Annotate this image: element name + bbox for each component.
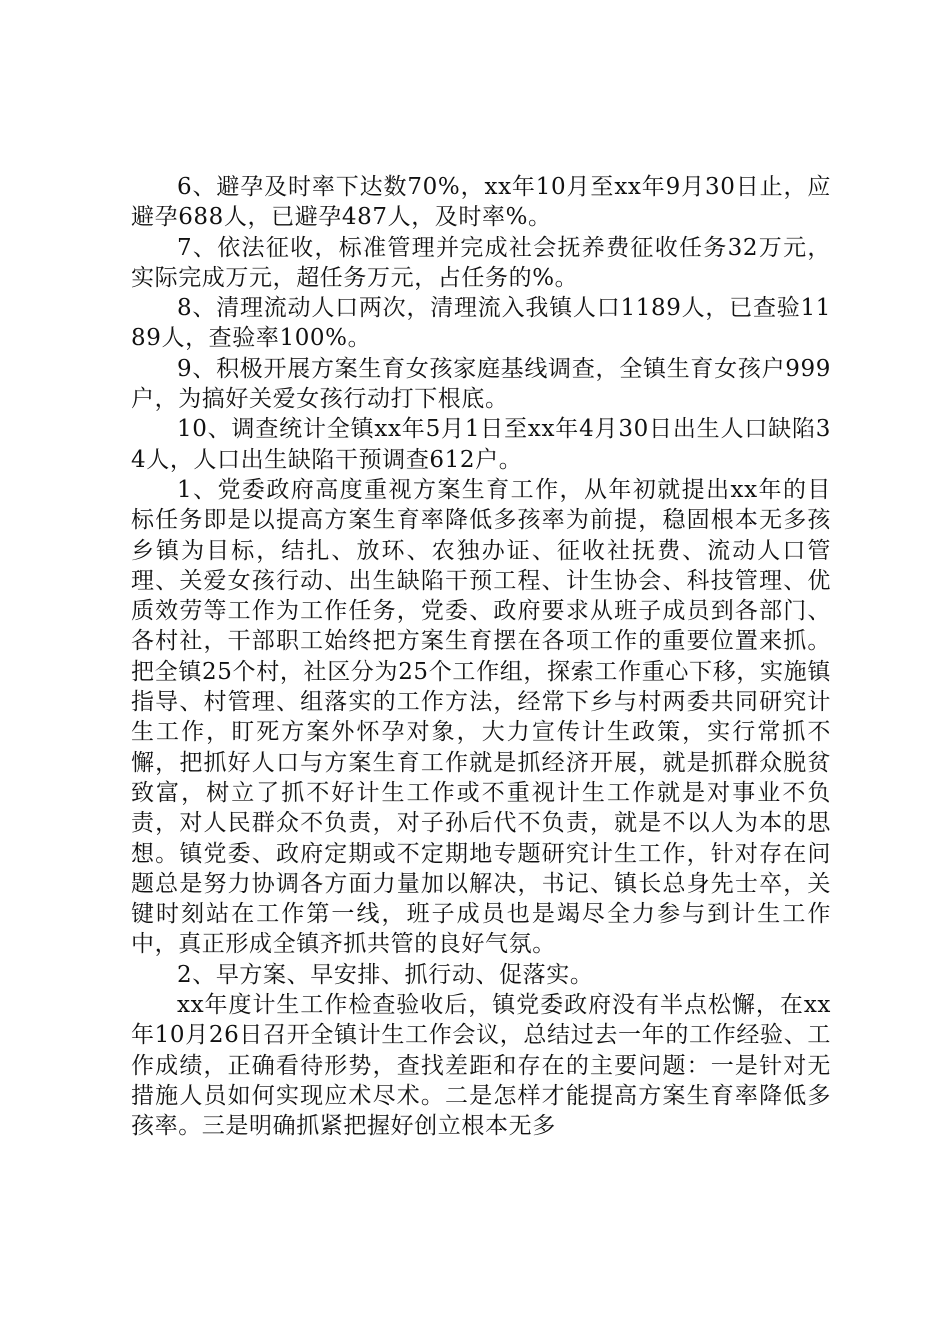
paragraph-item-6: 6、避孕及时率下达数70%，xx年10月至xx年9月30日止，应避孕688人，已避孕487人，及时率%。 <box>131 174 831 231</box>
paragraph-section-2-body: xx年度计生工作检查验收后，镇党委政府没有半点松懈，在xx年10月26日召开全镇计生工作会议，总结过去一年的工作经验、工作成绩，正确看待形势，查找差距和存在的主要问题：一是针对无措施人员如何实现应术尽术。二是怎样才能提高方案生育率降低多孩率。三是明确抓紧把握好创立根本无多 <box>131 992 831 1140</box>
paragraph-section-1: 1、党委政府高度重视方案生育工作，从年初就提出xx年的目标任务即是以提高方案生育率降低多孩率为前提，稳固根本无多孩乡镇为目标，结扎、放环、农独办证、征收社抚费、流动人口管理、关爱女孩行动、出生缺陷干预工程、计生协会、科技管理、优质效劳等工作为工作任务，党委、政府要求从班子成员到各部门、各村社，干部职工始终把方案生育摆在各项工作的重要位置来抓。把全镇25个村，社区分为25个工作组，探索工作重心下移，实施镇指导、村管理、组落实的工作方法，经常下乡与村两委共同研究计生工作，盯死方案外怀孕对象，大力宣传计生政策，实行常抓不懈，把抓好人口与方案生育工作就是抓经济开展，就是抓群众脱贫致富，树立了抓不好计生工作或不重视计生工作就是对事业不负责，对人民群众不负责，对子孙后代不负责，就是不以人为本的思想。镇党委、政府定期或不定期地专题研究计生工作，针对存在问题总是努力协调各方面力量加以解决，书记、镇长总身先士卒，关键时刻站在工作第一线，班子成员也是竭尽全力参与到计生工作中，真正形成全镇齐抓共管的良好气氛。 <box>131 476 831 958</box>
paragraph-section-2-heading: 2、早方案、早安排、抓行动、促落实。 <box>177 961 594 988</box>
paragraph-item-7: 7、依法征收，标准管理并完成社会抚养费征收任务32万元，实际完成万元，超任务万元，占任务的%。 <box>131 234 831 291</box>
document-body <box>131 172 831 1142</box>
paragraph-item-9: 9、积极开展方案生育女孩家庭基线调查，全镇生育女孩户999户，为搞好关爱女孩行动打下根底。 <box>131 355 831 413</box>
paragraph-item-8: 8、清理流动人口两次，清理流入我镇人口1189人，已查验1189人，查验率100%。 <box>131 295 831 352</box>
paragraph-item-10: 10、调查统计全镇xx年5月1日至xx年4月30日出生人口缺陷34人，人口出生缺陷干预调查612户。 <box>131 416 831 473</box>
